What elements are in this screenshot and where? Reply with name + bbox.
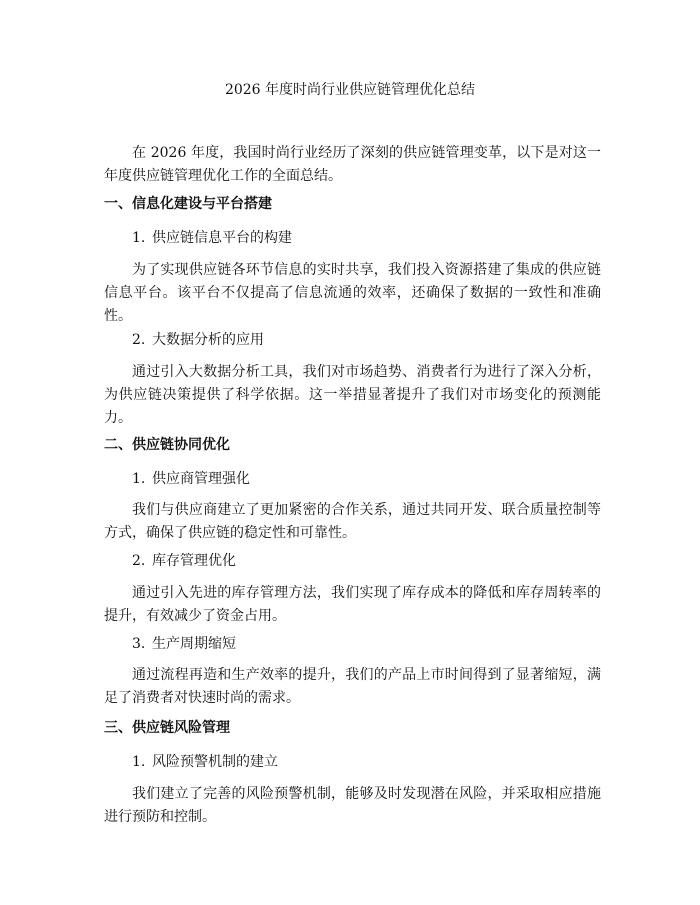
subsection-label: 库存管理优化	[152, 553, 236, 569]
subsection-label: 供应商管理强化	[152, 471, 250, 487]
subsection-number: 1.	[132, 471, 146, 487]
subsection-title-1-1	[132, 228, 292, 248]
subsection-title-2-1	[132, 469, 250, 489]
subsection-number: 1.	[132, 230, 146, 246]
subsection-title-2-2	[132, 551, 236, 571]
subsection-title-1-2	[132, 330, 264, 350]
subsection-body-1-2: 通过引入大数据分析工具，我们对市场趋势、消费者行为进行了深入分析，为供应链决策提供了科学依据。这一举措显著提升了我们对市场变化的预测能力。	[104, 364, 601, 426]
subsection-body-2-3: 通过流程再造和生产效率的提升，我们的产品上市时间得到了显著缩短，满足了消费者对快速时尚的需求。	[104, 667, 601, 706]
section-heading-1: 一、信息化建设与平台搭建	[104, 196, 272, 212]
subsection-number: 2.	[132, 553, 146, 569]
section-heading-2: 二、供应链协同优化	[104, 437, 230, 453]
subsection-label: 供应链信息平台的构建	[152, 230, 292, 246]
document-title: 2026 年度时尚行业供应链管理优化总结	[224, 82, 476, 98]
subsection-number: 2.	[132, 332, 146, 348]
intro-paragraph: 在 2026 年度，我国时尚行业经历了深刻的供应链管理变革，以下是对这一年度供应链管理优化工作的全面总结。	[104, 145, 601, 184]
subsection-label: 生产周期缩短	[152, 636, 236, 652]
subsection-body-2-2: 通过引入先进的库存管理方法，我们实现了库存成本的降低和库存周转率的提升，有效减少了资金占用。	[104, 585, 601, 624]
section-heading-3: 三、供应链风险管理	[104, 720, 230, 736]
subsection-number: 1.	[132, 754, 146, 770]
subsection-body-2-1: 我们与供应商建立了更加紧密的合作关系，通过共同开发、联合质量控制等方式，确保了供应链的稳定性和可靠性。	[104, 502, 601, 541]
subsection-label: 风险预警机制的建立	[152, 754, 278, 770]
subsection-number: 3.	[132, 636, 146, 652]
subsection-title-3-1	[132, 752, 278, 772]
subsection-body-3-1: 我们建立了完善的风险预警机制，能够及时发现潜在风险，并采取相应措施进行预防和控制。	[104, 786, 601, 825]
subsection-title-2-3	[132, 634, 236, 654]
subsection-body-1-1: 为了实现供应链各环节信息的实时共享，我们投入资源搭建了集成的供应链信息平台。该平台不仅提高了信息流通的效率，还确保了数据的一致性和准确性。	[104, 262, 601, 324]
subsection-label: 大数据分析的应用	[152, 332, 264, 348]
